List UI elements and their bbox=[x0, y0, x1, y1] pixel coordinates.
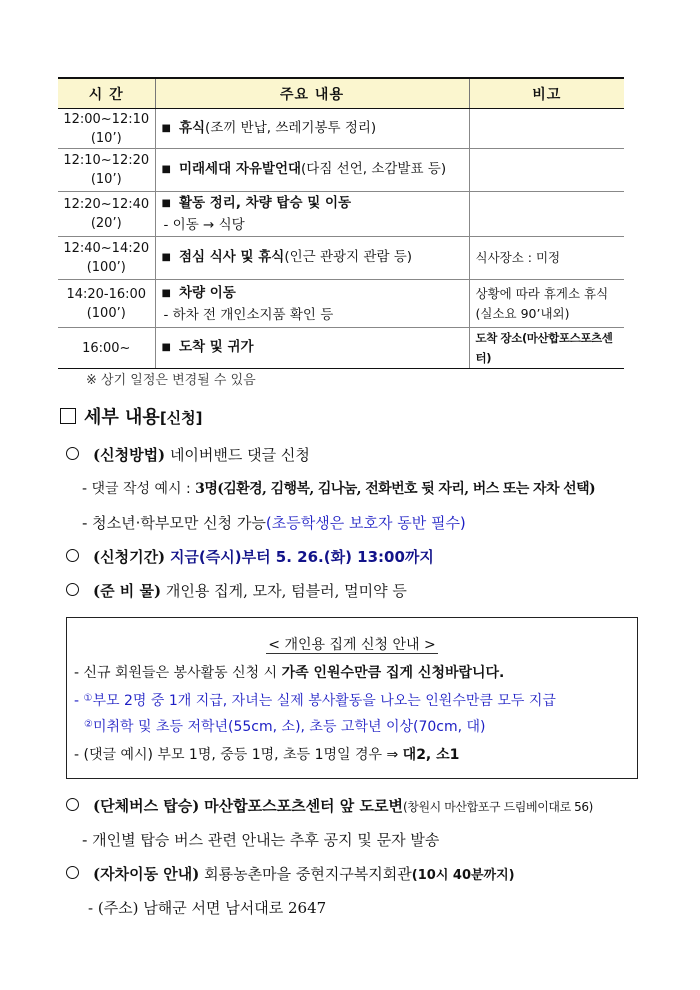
tongs-notice-box bbox=[66, 617, 638, 779]
square-bullet-icon: ■ bbox=[161, 287, 171, 299]
note-cell bbox=[469, 109, 624, 149]
content-cell: ■ 점심 식사 및 휴식(인근 관광지 관람 등) bbox=[155, 237, 469, 280]
car-line: (자차이동 안내) 회룡농촌마을 중현지구복지회관(10시 40분까지) bbox=[66, 863, 515, 884]
section-title: 세부 내용[신청] bbox=[60, 403, 203, 429]
square-bullet-icon: ■ bbox=[161, 122, 171, 134]
header-content: 주요 내용 bbox=[155, 78, 469, 109]
schedule-caption: ※ 상기 일정은 변경될 수 있음 bbox=[86, 373, 256, 388]
header-time: 시 간 bbox=[58, 78, 155, 109]
table-row bbox=[58, 109, 624, 149]
table-row bbox=[58, 280, 624, 328]
period-line: (신청기간) 지금(즉시)부터 5. 26.(화) 13:00까지 bbox=[66, 546, 434, 567]
content-cell: ■ 도착 및 귀가 bbox=[155, 328, 469, 369]
supplies-line: (준 비 물) 개인용 집게, 모자, 텀블러, 멀미약 등 bbox=[66, 580, 407, 601]
bus-line: (단체버스 탑승) 마산합포스포츠센터 앞 도로변(창원시 마산합포구 드림베이대로 56) bbox=[66, 795, 593, 816]
time-cell: 12:10~12:20 (10’) bbox=[58, 149, 155, 192]
circle-bullet-icon bbox=[66, 583, 79, 596]
eligibility-line: - 청소년·학부모만 신청 가능(초등학생은 보호자 동반 필수) bbox=[82, 514, 466, 532]
content-cell: ■ 휴식(조끼 반납, 쓰레기봉투 정리) bbox=[155, 109, 469, 149]
time-cell: 12:40~14:20 (100’) bbox=[58, 237, 155, 280]
table-row bbox=[58, 237, 624, 280]
notice-title: < 개인용 집게 신청 안내 > bbox=[268, 637, 436, 653]
schedule-table bbox=[58, 77, 624, 369]
apply-method-line: (신청방법) 네이버밴드 댓글 신청 bbox=[66, 444, 310, 465]
notice-line-1: - 신규 회원들은 봉사활동 신청 시 가족 인원수만큼 집게 신청바랍니다. bbox=[74, 665, 505, 681]
time-cell: 16:00~ bbox=[58, 328, 155, 369]
time-cell: 14:20-16:00 (100’) bbox=[58, 280, 155, 328]
square-bullet-icon: ■ bbox=[161, 164, 171, 175]
table-row bbox=[58, 328, 624, 369]
note-cell: 식사장소 : 미정 bbox=[469, 237, 624, 280]
square-bullet-icon: ■ bbox=[161, 342, 171, 353]
content-cell: ■ 미래세대 자유발언대(다짐 선언, 소감발표 등) bbox=[155, 149, 469, 192]
circle-bullet-icon bbox=[66, 447, 79, 460]
notice-line-2: - ①부모 2명 중 1개 지급, 자녀는 실제 봉사활동을 나오는 인원수만큼 모두 지급 bbox=[74, 693, 556, 709]
content-cell: ■ 활동 정리, 차량 탑승 및 이동 - 이동 → 식당 bbox=[155, 192, 469, 237]
example-line: - 댓글 작성 예시 : 3명(김환경, 김행복, 김나눔, 전화번호 뒷 자리, 버스 또는 자차 선택) bbox=[82, 481, 596, 497]
table-row bbox=[58, 149, 624, 192]
note-cell bbox=[469, 149, 624, 192]
header-note: 비고 bbox=[469, 78, 624, 109]
checkbox-square-icon bbox=[60, 408, 76, 424]
time-cell: 12:20~12:40 (20’) bbox=[58, 192, 155, 237]
bus-note-line: - 개인별 탑승 버스 관련 안내는 추후 공지 및 문자 발송 bbox=[82, 831, 440, 849]
note-cell: 도착 장소(마산합포스포츠센터) bbox=[469, 328, 624, 369]
schedule-header-row bbox=[58, 78, 624, 109]
circle-bullet-icon bbox=[66, 798, 79, 811]
time-cell: 12:00~12:10 (10’) bbox=[58, 109, 155, 149]
notice-line-3: ②미취학 및 초등 저학년(55cm, 소), 초등 고학년 이상(70cm, 대) bbox=[84, 719, 486, 735]
circle-bullet-icon bbox=[66, 866, 79, 879]
square-bullet-icon: ■ bbox=[161, 252, 171, 263]
content-cell: ■ 차량 이동 - 하차 전 개인소지품 확인 등 bbox=[155, 280, 469, 328]
square-bullet-icon: ■ bbox=[161, 198, 171, 209]
table-row bbox=[58, 192, 624, 237]
note-cell bbox=[469, 192, 624, 237]
note-cell: 상황에 따라 휴게소 휴식 (실소요 90’내외) bbox=[469, 280, 624, 328]
circle-bullet-icon bbox=[66, 549, 79, 562]
car-address-line: - (주소) 남해군 서면 남서대로 2647 bbox=[88, 899, 327, 917]
notice-line-4: - (댓글 예시) 부모 1명, 중등 1명, 초등 1명일 경우 ⇒ 대2, 소1 bbox=[74, 747, 460, 763]
